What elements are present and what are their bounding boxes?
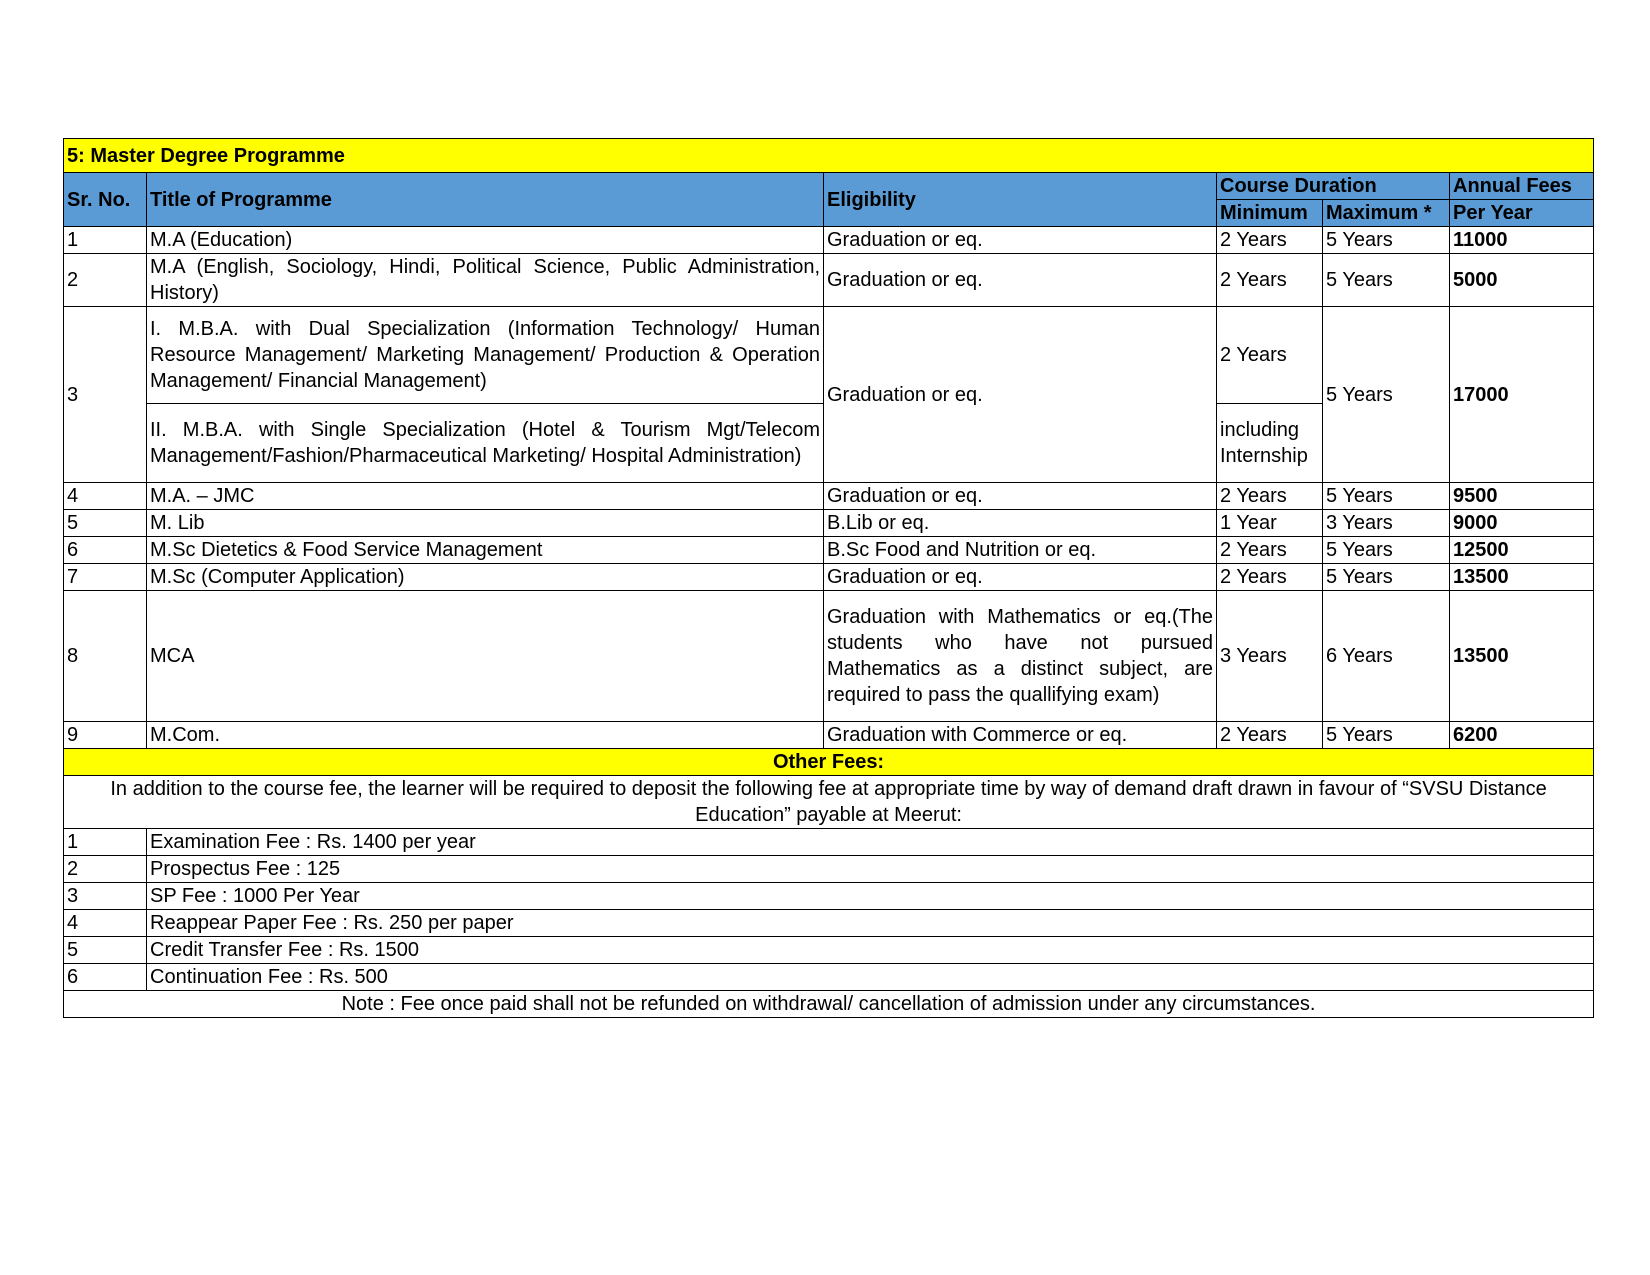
max-cell: 5 Years [1323,254,1450,307]
fee-cell: 11000 [1450,227,1594,254]
max-cell: 3 Years [1323,510,1450,537]
other-fee-sr: 3 [64,883,147,910]
max-cell: 6 Years [1323,591,1450,722]
table-row [64,254,1594,307]
programme-cell: M. Lib [147,510,824,537]
sr-cell: 2 [64,254,147,307]
table-row [64,564,1594,591]
table-row [64,722,1594,749]
max-cell: 5 Years [1323,564,1450,591]
fee-cell: 5000 [1450,254,1594,307]
programme-cell: M.Com. [147,722,824,749]
table-row [64,227,1594,254]
sr-cell: 5 [64,510,147,537]
header-eligibility: Eligibility [824,173,1217,227]
list-item [64,883,1594,910]
programme-cell: M.A (English, Sociology, Hindi, Political Science, Public Administration, History) [147,254,824,307]
fee-cell: 6200 [1450,722,1594,749]
other-fees-heading-row [64,749,1594,776]
programme-cell: M.Sc (Computer Application) [147,564,824,591]
page-title: 5: Master Degree Programme [64,139,1594,173]
other-fee-sr: 2 [64,856,147,883]
fee-cell: 13500 [1450,591,1594,722]
header-row [64,173,1594,200]
sr-cell: 4 [64,483,147,510]
list-item [64,910,1594,937]
list-item [64,829,1594,856]
max-cell: 5 Years [1323,722,1450,749]
header-course-duration: Course Duration [1217,173,1450,200]
fee-cell: 9500 [1450,483,1594,510]
master-degree-fee-table [63,138,1594,1018]
table-row [64,591,1594,722]
programme-cell-dual: I. M.B.A. with Dual Specialization (Information Technology/ Human Resource Management/ Marketing Management/ Production & Operation Management/ Financial Management) [147,307,824,404]
list-item [64,856,1594,883]
min-note-cell: including Internship [1217,404,1323,483]
other-fees-intro: In addition to the course fee, the learner will be required to deposit the following fee at appropriate time by way of demand draft drawn in favour of “SVSU Distance Education” payable at Meerut: [64,776,1594,829]
note-row [64,991,1594,1018]
programme-cell: M.A. – JMC [147,483,824,510]
fee-cell: 9000 [1450,510,1594,537]
programme-cell: M.Sc Dietetics & Food Service Management [147,537,824,564]
programme-cell: M.A (Education) [147,227,824,254]
other-fees-intro-row [64,776,1594,829]
other-fee-text: Examination Fee : Rs. 1400 per year [147,829,1594,856]
header-programme: Title of Programme [147,173,824,227]
max-cell: 5 Years [1323,227,1450,254]
other-fee-sr: 4 [64,910,147,937]
header-sr-no: Sr. No. [64,173,147,227]
min-cell: 2 Years [1217,564,1323,591]
min-cell: 3 Years [1217,591,1323,722]
other-fee-text: SP Fee : 1000 Per Year [147,883,1594,910]
eligibility-cell: Graduation or eq. [824,254,1217,307]
programme-cell: MCA [147,591,824,722]
other-fee-sr: 1 [64,829,147,856]
max-cell: 5 Years [1323,307,1450,483]
other-fee-text: Reappear Paper Fee : Rs. 250 per paper [147,910,1594,937]
header-fees-line1: Annual Fees [1450,173,1594,200]
refund-note: Note : Fee once paid shall not be refunded on withdrawal/ cancellation of admission under any circumstances. [64,991,1594,1018]
eligibility-cell: B.Lib or eq. [824,510,1217,537]
sr-cell: 8 [64,591,147,722]
other-fee-sr: 6 [64,964,147,991]
sr-cell: 3 [64,307,147,483]
fee-cell: 13500 [1450,564,1594,591]
table-row [64,537,1594,564]
sr-cell: 1 [64,227,147,254]
eligibility-cell: Graduation or eq. [824,483,1217,510]
min-cell: 1 Year [1217,510,1323,537]
eligibility-cell: B.Sc Food and Nutrition or eq. [824,537,1217,564]
eligibility-cell: Graduation or eq. [824,307,1217,483]
table-row [64,307,1594,404]
header-maximum: Maximum * [1323,200,1450,227]
header-minimum: Minimum [1217,200,1323,227]
table-title-row [64,139,1594,173]
eligibility-cell: Graduation with Mathematics or eq.(The students who have not pursued Mathematics as a distinct subject, are required to pass the quallifying exam) [824,591,1217,722]
table-row [64,510,1594,537]
other-fee-text: Continuation Fee : Rs. 500 [147,964,1594,991]
max-cell: 5 Years [1323,483,1450,510]
min-cell: 2 Years [1217,483,1323,510]
header-fees-line2: Per Year [1450,200,1594,227]
other-fees-heading: Other Fees: [64,749,1594,776]
fee-cell: 12500 [1450,537,1594,564]
fee-cell: 17000 [1450,307,1594,483]
min-cell: 2 Years [1217,227,1323,254]
min-cell: 2 Years [1217,537,1323,564]
other-fee-text: Credit Transfer Fee : Rs. 1500 [147,937,1594,964]
sr-cell: 7 [64,564,147,591]
other-fee-sr: 5 [64,937,147,964]
other-fee-text: Prospectus Fee : 125 [147,856,1594,883]
sr-cell: 9 [64,722,147,749]
table-row [64,483,1594,510]
eligibility-cell: Graduation with Commerce or eq. [824,722,1217,749]
list-item [64,964,1594,991]
eligibility-cell: Graduation or eq. [824,564,1217,591]
eligibility-cell: Graduation or eq. [824,227,1217,254]
programme-cell-single: II. M.B.A. with Single Specialization (Hotel & Tourism Mgt/Telecom Management/Fashion/Pharmaceutical Marketing/ Hospital Administration) [147,404,824,483]
min-cell: 2 Years [1217,254,1323,307]
sr-cell: 6 [64,537,147,564]
list-item [64,937,1594,964]
max-cell: 5 Years [1323,537,1450,564]
min-cell: 2 Years [1217,307,1323,404]
min-cell: 2 Years [1217,722,1323,749]
